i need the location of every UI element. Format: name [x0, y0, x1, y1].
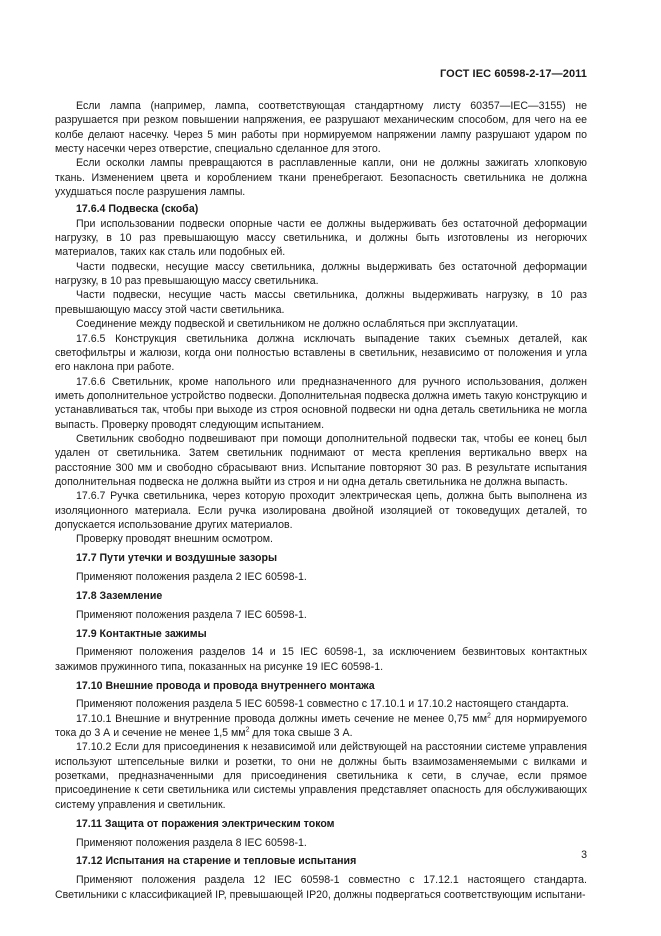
document-body — [55, 99, 587, 902]
page-number: 3 — [581, 849, 587, 861]
section-heading: 17.11 Защита от поражения электрическим током — [76, 817, 335, 830]
paragraph: 17.6.5 Конструкция светильника должна исключать выпадение таких съемных деталей, как светофильтры и жалюзи, когда они полностью вставлены в светильник, независимо от положения и угла его наклона при работе. — [55, 332, 587, 374]
paragraph: Если лампа (например, лампа, соответствующая стандартному листу 60357—IEC—3155) не разрушается при резком повышении напряжения, ее разрушают механическим способом, для чего на ее колбе делают насечку. Через 5 мин работы при нормируемом напряжении лампу разрушают ударом по месту насечки через отверстие, специально сделанное для этого. — [55, 100, 587, 156]
superscript: 2 — [245, 726, 250, 734]
paragraph: 17.6.6 Светильник, кроме напольного или предназначенного для ручного использования, должен иметь дополнительное устройство подвески. Дополнительная подвеска должна иметь такую конструкцию и устанавливаться так, чтобы при выходе из строя основной подвески ни одна деталь светильника не могла выпасть. Проверку проводят следующим испытанием. — [55, 375, 587, 431]
paragraph-text: для тока свыше 3 А. — [249, 727, 353, 740]
paragraph: Светильник свободно подвешивают при помощи дополнительной подвески так, чтобы ее конец был удален от светильника. Затем светильник поднимают от места крепления вертикально вверх на расстояние 300 мм и свободно сбрасывают вниз. Испытание повторяют 30 раз. В результате испытания дополнительная подвеска не должна выйти из строя и ни одна деталь светильника не должна выпасть. — [55, 432, 587, 488]
paragraph: 17.10.2 Если для присоединения к независимой или действующей на расстоянии системе управления используют штепсельные вилки и розетки, то они не должны быть взаимозаменяемыми с вилками и розетками, предназначенными для присоединения светильника к сети, в случае, если прямое присоединение к сети светильника или системы управления представляет опасность для обслуживающих систему управления и светильник. — [55, 741, 587, 811]
paragraph: Применяют положения раздела 2 IEC 60598-1. — [76, 571, 307, 583]
section-heading: 17.12 Испытания на старение и тепловые испытания — [76, 855, 357, 868]
paragraph: Применяют положения раздела 5 IEC 60598-1 совместно с 17.10.1 и 17.10.2 настоящего стандарта. — [76, 698, 569, 711]
paragraph: Если осколки лампы превращаются в расплавленные капли, они не должны зажигать хлопковую ткань. Изменением цвета и короблением ткани пренебрегают. Безопасность светильника не должна ухудшаться после разрушения лампы. — [55, 157, 587, 199]
paragraph: Соединение между подвеской и светильником не должно ослабляться при эксплуатации. — [76, 318, 519, 331]
paragraph: Применяют положения раздела 12 IEC 60598-1 совместно с 17.12.1 настоящего стандарта. Светильники с классификацией IP, превышающей IP20, должны подвергаться соответствующим испытани- — [55, 874, 587, 901]
paragraph: Части подвески, несущие массу светильника, должны выдерживать без остаточной деформации нагрузку, в 10 раз превышающую массу светильника. — [55, 260, 587, 288]
paragraph: 17.6.7 Ручка светильника, через которую проходит электрическая цепь, должна быть выполнена из изоляционного материала. Если ручка изолирована двойной изоляцией от токоведущих деталей, то допускается использование других материалов. — [55, 490, 587, 531]
paragraph: Проверку проводят внешним осмотром. — [76, 533, 273, 546]
superscript: 2 — [487, 712, 491, 720]
paragraph-text: для нормируемого тока до 3 А и сечение не менее 1,5 мм — [55, 712, 587, 740]
paragraph: Части подвески, несущие часть массы светильника, должны выдерживать нагрузку, в 10 раз превышающую массу этой части светильника. — [55, 289, 587, 316]
section-heading: 17.7 Пути утечки и воздушные зазоры — [76, 552, 278, 565]
paragraph-text: 17.10.1 Внешние и внутренние провода должны иметь сечение не менее 0,75 мм — [76, 712, 488, 725]
paragraph: При использовании подвески опорные части ее должны выдерживать без остаточной деформации нагрузку, в 10 раз превышающую массу светильника, и должны быть изготовлены из негорючих материалов, таких как сталь или подобных ей. — [55, 217, 587, 259]
paragraph — [55, 712, 587, 741]
paragraph: Применяют положения раздела 8 IEC 60598-1. — [76, 836, 307, 849]
paragraph: Применяют положения раздела 7 IEC 60598-1. — [76, 608, 307, 621]
page-header-title: ГОСТ IEC 60598-2-17—2011 — [439, 68, 587, 80]
section-heading: 17.10 Внешние провода и провода внутреннего монтажа — [76, 679, 375, 692]
paragraph: Применяют положения разделов 14 и 15 IEC 60598-1, за исключением безвинтовых контактных зажимов пружинного типа, показанных на рисунке 19 IEC 60598-1. — [55, 646, 587, 673]
section-heading: 17.9 Контактные зажимы — [76, 627, 207, 640]
section-heading: 17.8 Заземление — [76, 589, 163, 602]
section-heading: 17.6.4 Подвеска (скоба) — [76, 203, 199, 216]
